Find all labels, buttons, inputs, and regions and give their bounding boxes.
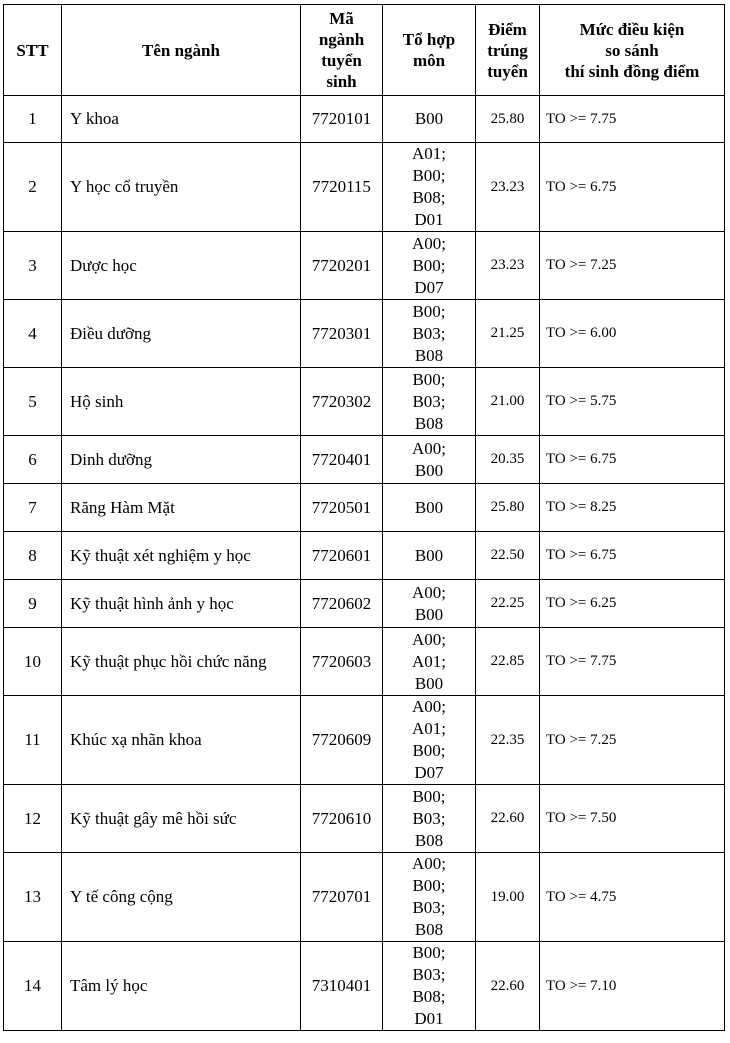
subject-combo: B00	[414, 545, 444, 565]
row-tiebreak-condition: TO >= 5.75	[540, 368, 725, 436]
subject-combo: A00;	[412, 854, 446, 873]
row-subject-combos	[383, 696, 476, 785]
header-score-line: tuyển	[487, 61, 528, 81]
row-subject-combos	[383, 580, 476, 628]
header-code	[301, 5, 383, 96]
row-subject-combos	[383, 853, 476, 942]
row-major-name: Tâm lý học	[62, 942, 301, 1031]
row-stt: 4	[4, 300, 62, 368]
row-cutoff-score: 23.23	[476, 232, 540, 300]
row-tiebreak-condition: TO >= 6.25	[540, 580, 725, 628]
subject-combo: B03;	[412, 965, 446, 984]
table-row	[4, 368, 725, 436]
row-subject-combos	[383, 785, 476, 853]
row-cutoff-score: 19.00	[476, 853, 540, 942]
header-score-line: trúng	[487, 40, 528, 60]
row-subject-combos	[383, 436, 476, 484]
row-cutoff-score: 22.35	[476, 696, 540, 785]
subject-combo: A00;	[412, 697, 446, 716]
table-row	[4, 628, 725, 696]
row-stt: 13	[4, 853, 62, 942]
row-stt: 12	[4, 785, 62, 853]
row-major-name: Dinh dưỡng	[62, 436, 301, 484]
row-stt: 2	[4, 143, 62, 232]
row-major-code: 7720603	[301, 628, 383, 696]
row-stt: 9	[4, 580, 62, 628]
row-tiebreak-condition: TO >= 7.75	[540, 96, 725, 143]
subject-combo: B00;	[412, 943, 446, 962]
header-cond	[540, 5, 725, 96]
header-stt: STT	[4, 5, 62, 96]
row-tiebreak-condition: TO >= 6.75	[540, 532, 725, 580]
subject-combo: B00;	[412, 255, 446, 275]
subject-combo: A01;	[412, 144, 446, 163]
row-subject-combos	[383, 96, 476, 143]
subject-combo: B03;	[412, 323, 446, 343]
subject-combo: B00;	[412, 786, 446, 806]
row-subject-combos	[383, 484, 476, 532]
row-cutoff-score: 20.35	[476, 436, 540, 484]
row-major-name: Hộ sinh	[62, 368, 301, 436]
subject-combo: B00;	[412, 876, 446, 895]
subject-combo: A00;	[412, 582, 446, 602]
row-cutoff-score: 21.25	[476, 300, 540, 368]
header-score-line: Điểm	[488, 19, 527, 39]
table-row	[4, 785, 725, 853]
subject-combo: B00;	[412, 301, 446, 321]
row-major-name: Kỹ thuật phục hồi chức năng	[62, 628, 301, 696]
row-subject-combos	[383, 232, 476, 300]
subject-combo: B00	[414, 497, 444, 517]
row-major-code: 7720401	[301, 436, 383, 484]
subject-combo: B08;	[412, 188, 446, 207]
table-row	[4, 853, 725, 942]
header-cond-line: Mức điều kiện	[579, 19, 685, 39]
subject-combo: D07	[414, 277, 444, 297]
subject-combo: A01;	[412, 651, 446, 671]
row-cutoff-score: 22.60	[476, 942, 540, 1031]
row-cutoff-score: 22.25	[476, 580, 540, 628]
subject-combo: A00;	[412, 629, 446, 649]
header-name: Tên ngành	[62, 5, 301, 96]
row-major-code: 7720201	[301, 232, 383, 300]
header-row	[4, 5, 725, 96]
subject-combo: A00;	[412, 233, 446, 253]
subject-combo: B08	[414, 345, 444, 365]
row-cutoff-score: 25.80	[476, 484, 540, 532]
subject-combo: B08	[414, 920, 444, 939]
table-row	[4, 96, 725, 143]
table-row	[4, 300, 725, 368]
row-stt: 14	[4, 942, 62, 1031]
row-major-name: Y tế công cộng	[62, 853, 301, 942]
row-major-name: Y khoa	[62, 96, 301, 143]
row-cutoff-score: 21.00	[476, 368, 540, 436]
subject-combo: B08;	[412, 987, 446, 1006]
subject-combo: B00	[414, 109, 444, 128]
header-combo-line: môn	[412, 51, 446, 70]
row-stt: 7	[4, 484, 62, 532]
row-major-name: Dược học	[62, 232, 301, 300]
row-major-name: Y học cổ truyền	[62, 143, 301, 232]
row-major-name: Kỹ thuật xét nghiệm y học	[62, 532, 301, 580]
row-major-name: Kỹ thuật gây mê hồi sức	[62, 785, 301, 853]
subject-combo: B00	[414, 673, 444, 693]
header-code-line: tuyển	[321, 51, 362, 70]
header-code-line: ngành	[318, 30, 365, 49]
subject-combo: B08	[414, 413, 444, 433]
row-cutoff-score: 22.50	[476, 532, 540, 580]
table-row	[4, 436, 725, 484]
row-major-code: 7720602	[301, 580, 383, 628]
subject-combo: B00;	[412, 741, 446, 760]
subject-combo: D07	[414, 763, 444, 782]
row-major-code: 7720302	[301, 368, 383, 436]
subject-combo: A00;	[412, 438, 446, 458]
table-row	[4, 580, 725, 628]
table-row	[4, 484, 725, 532]
row-stt: 3	[4, 232, 62, 300]
row-cutoff-score: 22.85	[476, 628, 540, 696]
subject-combo: B03;	[412, 898, 446, 917]
table-row	[4, 532, 725, 580]
row-major-code: 7310401	[301, 942, 383, 1031]
row-tiebreak-condition: TO >= 7.75	[540, 628, 725, 696]
row-tiebreak-condition: TO >= 6.75	[540, 143, 725, 232]
header-combo	[383, 5, 476, 96]
row-tiebreak-condition: TO >= 7.10	[540, 942, 725, 1031]
header-cond-line: so sánh	[605, 40, 659, 60]
header-cond-line: thí sinh đồng điểm	[564, 61, 700, 81]
row-major-code: 7720601	[301, 532, 383, 580]
row-tiebreak-condition: TO >= 7.50	[540, 785, 725, 853]
row-subject-combos	[383, 368, 476, 436]
row-tiebreak-condition: TO >= 6.00	[540, 300, 725, 368]
row-major-code: 7720501	[301, 484, 383, 532]
admission-scores-table	[3, 4, 725, 1031]
subject-combo: B00	[414, 460, 444, 480]
row-major-name: Điều dưỡng	[62, 300, 301, 368]
row-major-name: Kỹ thuật hình ảnh y học	[62, 580, 301, 628]
row-major-name: Răng Hàm Mặt	[62, 484, 301, 532]
row-cutoff-score: 25.80	[476, 96, 540, 143]
subject-combo: B03;	[412, 391, 446, 411]
subject-combo: B08	[414, 830, 444, 850]
row-cutoff-score: 22.60	[476, 785, 540, 853]
row-subject-combos	[383, 942, 476, 1031]
row-tiebreak-condition: TO >= 6.75	[540, 436, 725, 484]
header-code-line: sinh	[326, 72, 357, 91]
row-stt: 1	[4, 96, 62, 143]
row-tiebreak-condition: TO >= 4.75	[540, 853, 725, 942]
row-major-name: Khúc xạ nhãn khoa	[62, 696, 301, 785]
row-subject-combos	[383, 143, 476, 232]
row-stt: 8	[4, 532, 62, 580]
row-major-code: 7720701	[301, 853, 383, 942]
subject-combo: B00;	[412, 166, 446, 185]
subject-combo: A01;	[412, 719, 446, 738]
row-major-code: 7720610	[301, 785, 383, 853]
header-code-line: Mã	[329, 9, 354, 28]
row-stt: 10	[4, 628, 62, 696]
table-row	[4, 942, 725, 1031]
row-stt: 6	[4, 436, 62, 484]
subject-combo: D01	[414, 210, 444, 229]
row-major-code: 7720101	[301, 96, 383, 143]
subject-combo: D01	[414, 1009, 444, 1028]
header-score	[476, 5, 540, 96]
subject-combo: B03;	[412, 808, 446, 828]
row-tiebreak-condition: TO >= 8.25	[540, 484, 725, 532]
subject-combo: B00	[414, 604, 444, 624]
row-stt: 5	[4, 368, 62, 436]
row-subject-combos	[383, 532, 476, 580]
row-major-code: 7720115	[301, 143, 383, 232]
row-cutoff-score: 23.23	[476, 143, 540, 232]
table-row	[4, 232, 725, 300]
table-row	[4, 143, 725, 232]
row-stt: 11	[4, 696, 62, 785]
row-tiebreak-condition: TO >= 7.25	[540, 696, 725, 785]
row-subject-combos	[383, 300, 476, 368]
table-body	[4, 96, 725, 1031]
row-major-code: 7720609	[301, 696, 383, 785]
row-tiebreak-condition: TO >= 7.25	[540, 232, 725, 300]
header-combo-line: Tổ hợp	[402, 30, 456, 49]
row-major-code: 7720301	[301, 300, 383, 368]
table-row	[4, 696, 725, 785]
subject-combo: B00;	[412, 369, 446, 389]
row-subject-combos	[383, 628, 476, 696]
